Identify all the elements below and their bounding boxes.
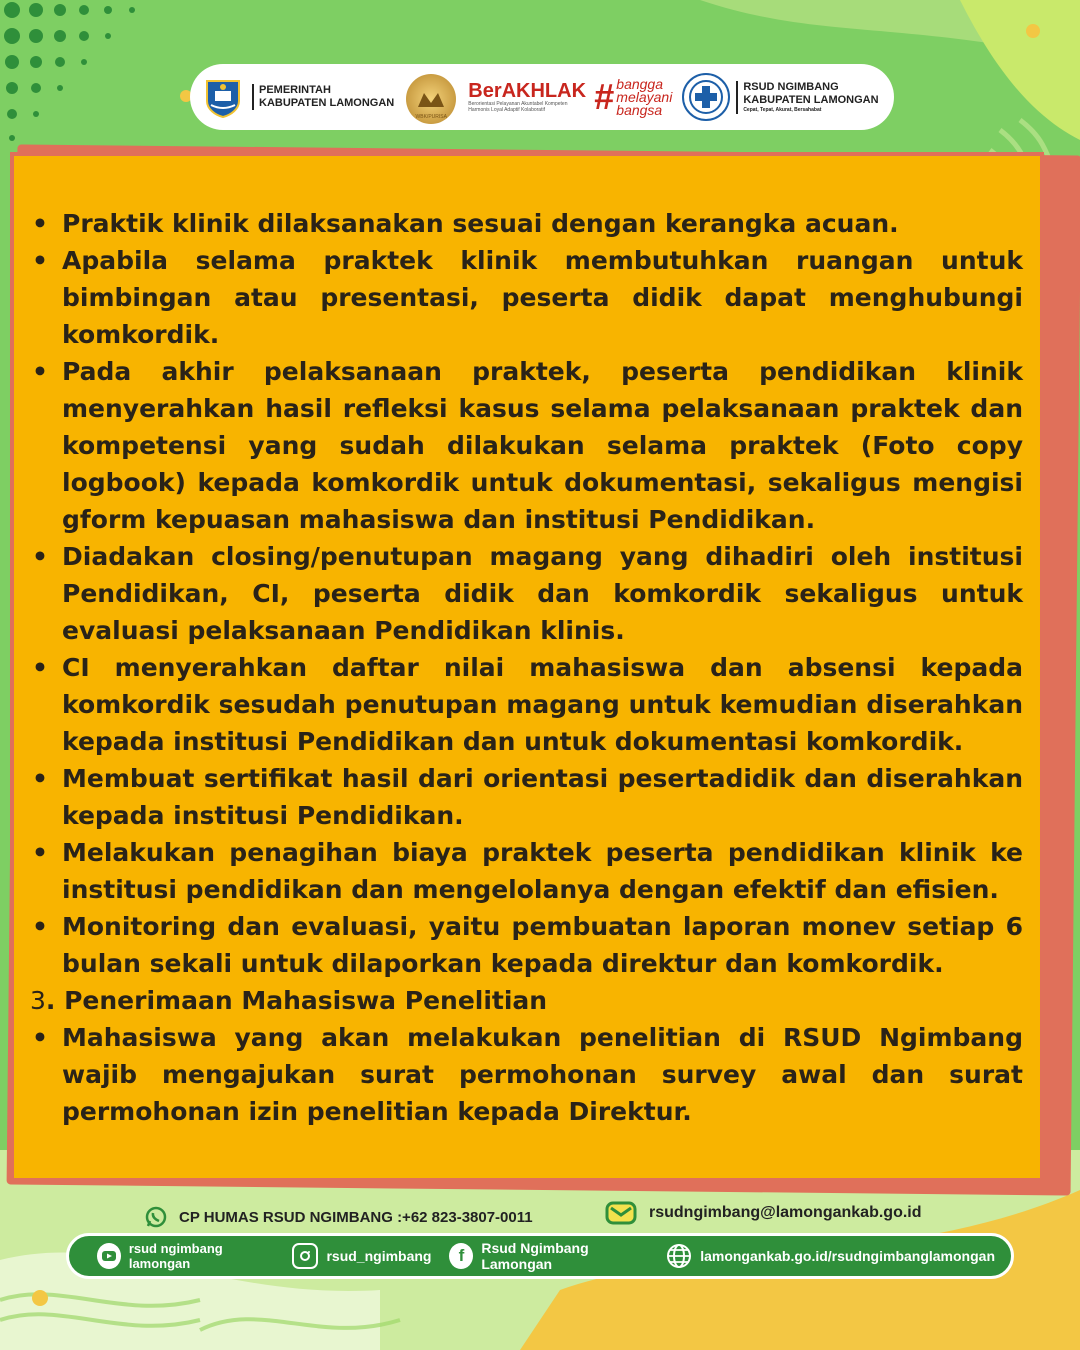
youtube-label: rsud ngimbang lamongan: [128, 1241, 223, 1271]
list-item: • Melakukan penagihan biaya praktek peserta pendidikan klinik ke institusi pendidikan dan mengelolanya dengan efektif dan efisien.: [28, 834, 1023, 908]
facebook-label: Rsud Ngimbang Lamongan: [481, 1240, 589, 1272]
list-item: • Diadakan closing/penutupan magang yang dihadiri oleh institusi Pendidikan, CI, peserta didik dan komkordik sekaligus untuk evaluasi pelaksanaan Pendidikan klinis.: [28, 538, 1023, 649]
bangga-line2: melayani: [616, 88, 673, 105]
berakhlak-tagline: Berorientasi Pelayanan Akuntabel Kompeten Harmonis Loyal Adaptif Kolaboratif: [468, 101, 568, 113]
bangga-melayani-block: [594, 75, 673, 118]
lamongan-government-label: [252, 84, 394, 110]
bullet-list-a: [28, 205, 1023, 982]
globe-icon: [666, 1243, 692, 1269]
instagram-icon: [292, 1243, 318, 1269]
contact-line: [145, 1196, 1005, 1232]
bullet-list-b: [28, 1019, 1023, 1130]
youtube-icon: [97, 1243, 121, 1269]
section-number: 3: [30, 986, 46, 1015]
list-item: • Monitoring dan evaluasi, yaitu pembuatan laporan monev setiap 6 bulan sekali untuk dilaporkan kepada direktur dan komkordik.: [28, 908, 1023, 982]
list-item: • Praktik klinik dilaksanakan sesuai dengan kerangka acuan.: [28, 205, 1023, 242]
wbk-badge-caption: WBK/PURISA: [415, 114, 447, 120]
facebook-icon: f: [449, 1243, 473, 1269]
bangga-line1: bangga: [616, 75, 663, 92]
cp-humas: [145, 1206, 533, 1228]
berakhlak-title: BerAKHLAK: [468, 80, 587, 102]
section-title: . Penerimaan Mahasiswa Penelitian: [45, 986, 548, 1015]
hashtag-icon: #: [594, 76, 615, 117]
logo-header-bar: [190, 64, 894, 130]
org1-line1: PEMERINTAH: [259, 84, 331, 96]
list-item: • Mahasiswa yang akan melakukan penelitian di RSUD Ngimbang wajib mengajukan surat permohonan survey awal dan surat permohonan izin penelitian kepada Direktur.: [28, 1019, 1023, 1130]
facebook-link[interactable]: [449, 1240, 648, 1272]
youtube-link[interactable]: [97, 1241, 274, 1271]
whatsapp-icon: [145, 1206, 167, 1228]
cp-phone-text[interactable]: CP HUMAS RSUD NGIMBANG :+62 823-3807-0011: [179, 1208, 533, 1226]
list-item: • Pada akhir pelaksanaan praktek, peserta pendidikan klinik menyerahkan hasil refleksi kasus selama pelaksanaan praktek dan kompetensi yang sudah dilakukan selama praktek (Foto copy logbook) kepada komkordik untuk dokumentasi, sekaligus mengisi gform kepuasan mahasiswa dan institusi Pendidikan.: [28, 353, 1023, 538]
org1-line2: KABUPATEN LAMONGAN: [259, 97, 395, 109]
org2-line2: KABUPATEN LAMONGAN: [743, 93, 879, 106]
decorative-dots: [0, 0, 160, 150]
instagram-link[interactable]: [292, 1243, 431, 1269]
email-icon: [605, 1200, 637, 1226]
website-label: lamongankab.go.id/rsudngimbanglamongan: [700, 1248, 995, 1264]
wbk-badge: [406, 74, 456, 120]
lamongan-government-block: [200, 74, 394, 120]
rsud-ngimbang-label: [736, 81, 878, 114]
email-address[interactable]: rsudngimbang@lamongankab.go.id: [649, 1204, 922, 1221]
rsud-ngimbang-block: [682, 73, 878, 121]
list-item: • Apabila selama praktek klinik membutuhkan ruangan untuk bimbingan atau presentasi, peserta didik dapat menghubungi komkordik.: [28, 242, 1023, 353]
social-media-bar: [66, 1233, 1014, 1279]
rsud-ngimbang-logo-icon: [682, 73, 730, 121]
instagram-label: rsud_ngimbang: [326, 1248, 432, 1264]
lamongan-emblem-icon: [200, 74, 246, 120]
list-item: • CI menyerahkan daftar nilai mahasiswa dan absensi kepada komkordik sesudah penutupan magang untuk kemudian diserahkan kepada institusi Pendidikan dan untuk dokumentasi komkordik.: [28, 649, 1023, 760]
bangga-line3: bangsa: [616, 101, 663, 118]
email-contact: [605, 1200, 922, 1226]
list-item: • Membuat sertifikat hasil dari orientasi pesertadidik dan diserahkan kepada institusi Pendidikan.: [28, 760, 1023, 834]
berakhlak-block: [468, 81, 586, 113]
org2-motto: Cepat, Tepat, Akurat, Bersahabat: [743, 106, 822, 113]
website-link[interactable]: [666, 1243, 995, 1269]
content-body: [28, 205, 1023, 1130]
section-heading: [28, 982, 1023, 1019]
org2-line1: RSUD NGIMBANG: [743, 80, 839, 93]
